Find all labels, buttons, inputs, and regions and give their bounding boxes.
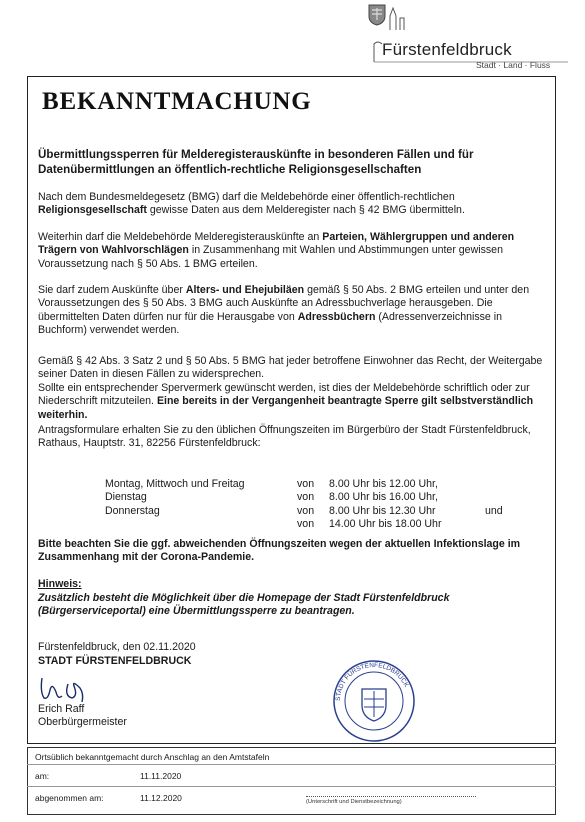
crest-icon bbox=[368, 4, 386, 26]
paragraph-block-request: Sollte ein entsprechender Spervermerk gewünscht werden, ist dies der Meldebehörde schriftlich oder zur Niederschrift mitzuteilen. Eine bereits in der Vergangenheit beantragte Sperre gilt selbstverständlich weiterhin. bbox=[38, 382, 534, 421]
corona-notice: Bitte beachten Sie die ggf. abweichenden Öffnungszeiten wegen der aktuellen Infektionslage im Zusammenhang mit der Corona-Pandemie. bbox=[38, 538, 521, 564]
signature-caption: (Unterschrift und Dienstbezeichnung) bbox=[306, 799, 402, 805]
signer-title: Oberbürgermeister bbox=[38, 716, 127, 729]
paragraph-forms: Antragsformulare erhalten Sie zu den üblichen Öffnungszeiten im Bürgerbüro der Stadt Fürstenfeldbruck, Rathaus, Hauptstr. 31, 82256 Fürstenfeldbruck: bbox=[38, 424, 531, 450]
posting-statement: Ortsüblich bekanntgemacht durch Anschlag an den Amtstafeln bbox=[35, 752, 270, 762]
paragraph-objection-right: Gemäß § 42 Abs. 3 Satz 2 und § 50 Abs. 5 BMG hat jeder betroffene Einwohner das Recht, der Weitergabe seiner Daten in diesen Fällen zu widersprechen. bbox=[38, 355, 543, 381]
city-logo bbox=[368, 4, 580, 76]
issuing-authority: STADT FÜRSTENFELDBRUCK bbox=[38, 655, 192, 667]
svg-text:STADT FÜRSTENFELDBRUCK: STADT FÜRSTENFELDBRUCK bbox=[334, 661, 410, 702]
posted-date-value: 11.11.2020 bbox=[140, 771, 182, 781]
signer-block bbox=[38, 703, 127, 730]
paragraph-religion: Nach dem Bundesmeldegesetz (BMG) darf die Meldebehörde einer öffentlich-rechtlichen Religionsgesellschaft gewisse Daten aus dem Melderegister nach § 42 BMG übermitteln. bbox=[38, 191, 465, 217]
signer-name: Erich Raff bbox=[38, 703, 85, 715]
signature-line bbox=[306, 796, 476, 797]
footer-divider bbox=[27, 786, 556, 787]
hint-text: Zusätzlich besteht die Möglichkeit über die Homepage der Stadt Fürstenfeldbruck (Bürgerserviceportal) eine Übermittlungssperre zu beantragen. bbox=[38, 592, 450, 618]
handwritten-signature bbox=[38, 670, 108, 706]
logo-wordmark: Fürstenfeldbruck bbox=[382, 40, 512, 59]
announcement-subtitle: Übermittlungssperren für Melderegisterauskünfte in besonderen Fällen und für Datenübermittlungen an öffentlich-rechtliche Religionsgesellschaften bbox=[38, 148, 474, 176]
hint-heading: Hinweis: bbox=[38, 578, 82, 590]
place-date: Fürstenfeldbruck, den 02.11.2020 bbox=[38, 641, 196, 653]
paragraph-parties: Weiterhin darf die Meldebehörde Melderegisterauskünfte an Parteien, Wählergruppen und anderen Trägern von Wahlvorschlägen in Zusammenhang mit Wahlen und Abstimmungen unter gewissen Voraussetzung nach § 50 Abs. 1 BMG erteilen. bbox=[38, 231, 515, 270]
removed-date-label: abgenommen am: bbox=[35, 793, 104, 803]
official-seal-icon bbox=[332, 659, 416, 743]
removed-date-value: 11.12.2020 bbox=[140, 793, 182, 803]
footer-divider bbox=[27, 764, 556, 765]
paragraph-jubilees: Sie darf zudem Auskünfte über Alters- und Ehejubiläen gemäß § 50 Abs. 2 BMG erteilen und unter den Voraussetzungen des § 50 Abs. 3 BMG auch Auskünfte an Adressbuchverlage herausgeben. Die übermittelten Daten dürfen nur für die Herausgabe von Adressbüchern (Adressenverzeichnisse in Buchform) verwendet werden. bbox=[38, 284, 530, 337]
logo-tagline: Stadt · Land · Fluss bbox=[476, 60, 551, 70]
page-title: BEKANNTMACHUNG bbox=[42, 88, 312, 115]
posted-date-label: am: bbox=[35, 771, 50, 781]
